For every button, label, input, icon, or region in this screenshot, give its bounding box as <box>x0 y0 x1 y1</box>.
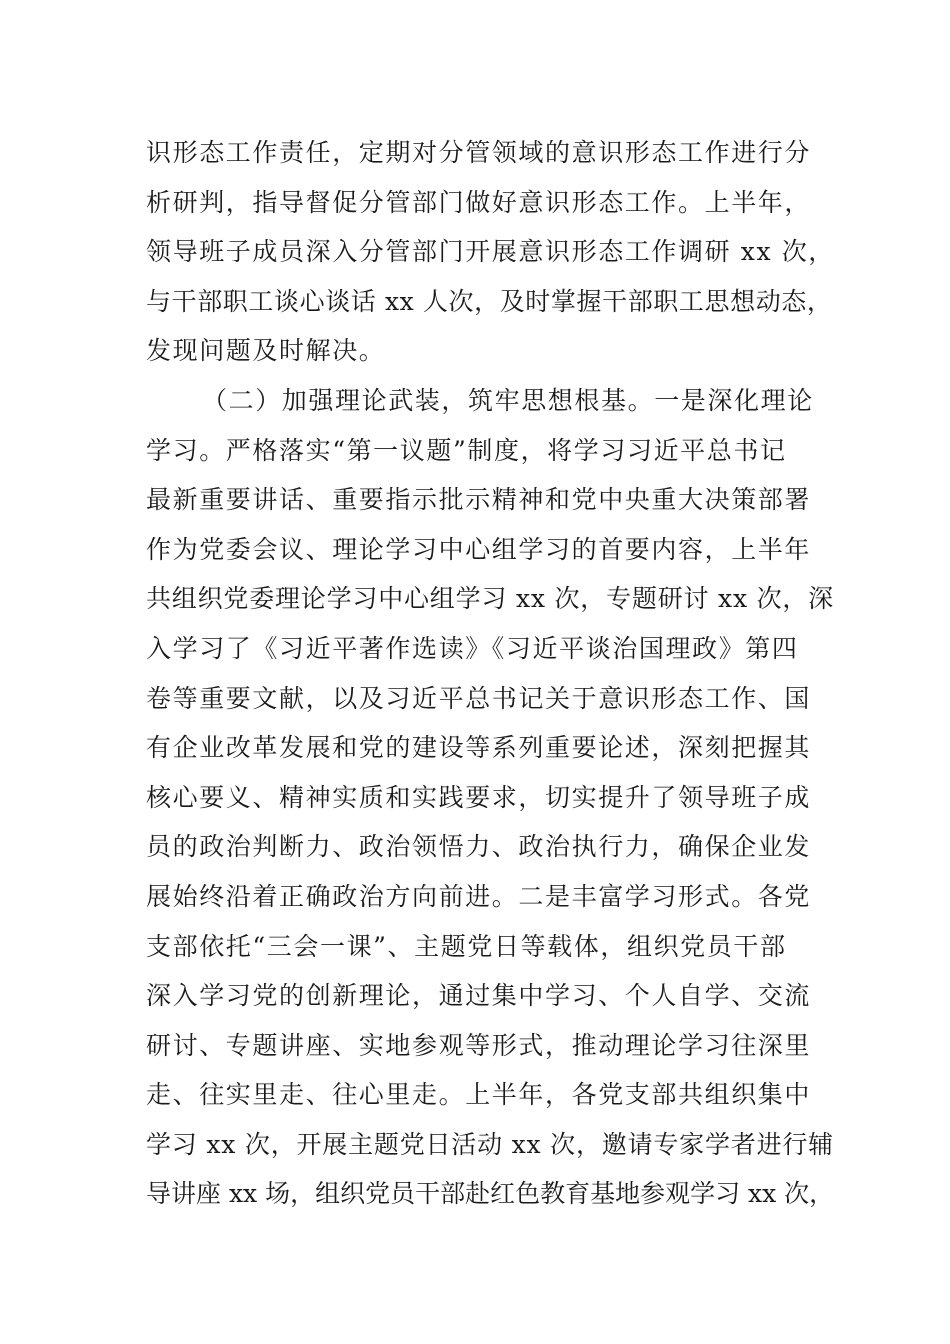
text-line: 与干部职工谈心谈话 xx 人次，及时掌握干部职工思想动态， <box>146 286 833 316</box>
text-line: 识形态工作责任，定期对分管领域的意识形态工作进行分 <box>146 138 812 167</box>
text-line: 展始终沿着正确政治方向前进。二是丰富学习形式。各党 <box>146 881 812 911</box>
text-line: 发现问题及时解决。 <box>146 336 386 366</box>
text-line: 员的政治判断力、政治领悟力、政治执行力，确保企业发 <box>146 832 812 862</box>
section-heading-line: （二）加强理论武装，筑牢思想根基。一是深化理论 <box>202 385 814 415</box>
text-line: 研讨、专题讲座、实地参观等形式，推动理论学习往深里 <box>146 1030 812 1060</box>
text-line: 导讲座 xx 场，组织党员干部赴红色教育基地参观学习 xx 次， <box>146 1179 835 1209</box>
text-line: 核心要义、精神实质和实践要求，切实提升了领导班子成 <box>146 782 812 812</box>
text-line: 卷等重要文献，以及习近平总书记关于意识形态工作、国 <box>146 683 812 713</box>
text-line: 共组织党委理论学习中心组学习 xx 次，专题研讨 xx 次，深 <box>146 584 834 614</box>
text-line: 领导班子成员深入分管部门开展意识形态工作调研 xx 次， <box>146 237 835 267</box>
text-line: 学习。严格落实“第一议题”制度，将学习习近平总书记 <box>146 435 787 465</box>
text-line: 最新重要讲话、重要指示批示精神和党中央重大决策部署 <box>146 485 812 515</box>
text-line: 入学习了《习近平著作选读》《习近平谈治国理政》第四 <box>146 633 799 663</box>
text-line: 支部依托“三会一课”、主题党日等载体，组织党员干部 <box>146 931 787 961</box>
text-line: 析研判，指导督促分管部门做好意识形态工作。上半年， <box>146 187 812 217</box>
text-line: 走、往实里走、往心里走。上半年，各党支部共组织集中 <box>146 1080 812 1110</box>
text-line: 作为党委会议、理论学习中心组学习的首要内容，上半年 <box>146 534 812 564</box>
text-line: 深入学习党的创新理论，通过集中学习、个人自学、交流 <box>146 981 812 1011</box>
text-line: 有企业改革发展和党的建设等系列重要论述，深刻把握其 <box>146 733 812 763</box>
text-line: 学习 xx 次，开展主题党日活动 xx 次，邀请专家学者进行辅 <box>146 1129 834 1159</box>
body-text <box>146 128 836 1219</box>
